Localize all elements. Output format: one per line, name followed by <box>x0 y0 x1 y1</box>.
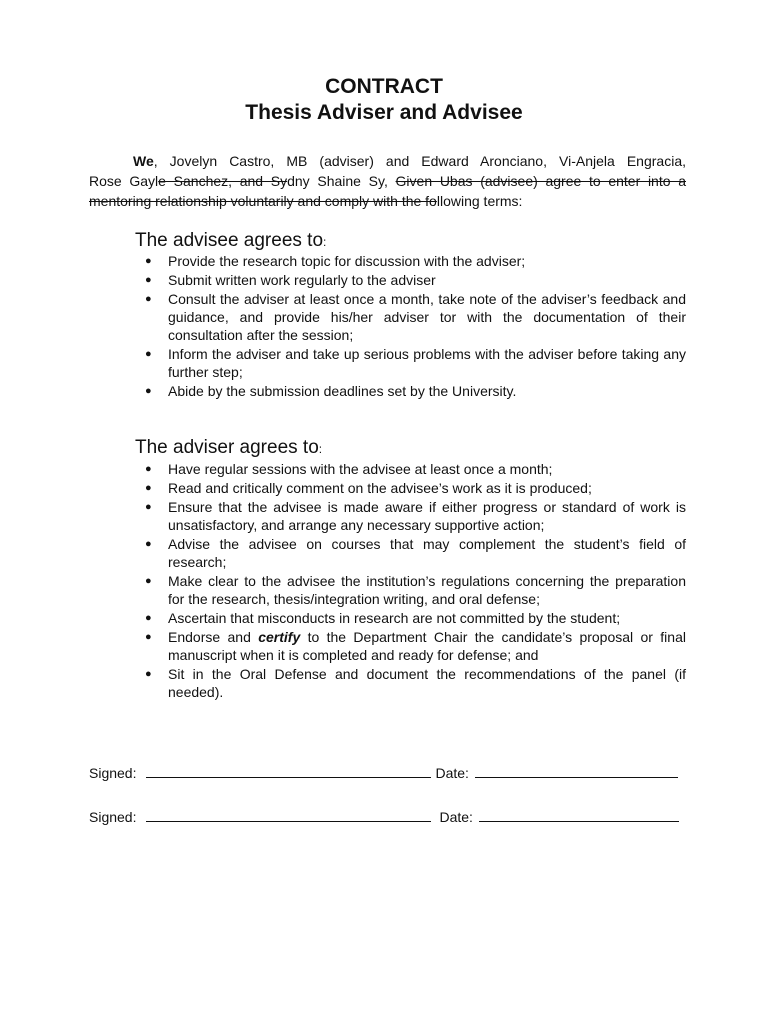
intro-line-2-strike-2: Given Ubas (advisee) agree to enter into a <box>395 173 686 189</box>
list-item: ● Advise the advisee on courses that may complement the student’s field of research; <box>145 536 686 570</box>
intro-line-1-text: , Jovelyn Castro, MB (adviser) and Edward Aronciano, Vi-Anjela Engracia, <box>153 153 686 169</box>
bullet-icon: ● <box>145 293 152 305</box>
date-label: Date: <box>435 765 469 781</box>
list-item: ● Make clear to the advisee the institution’s regulations concerning the preparation for the research, thesis/integration writing, and oral defense; <box>145 573 686 607</box>
intro-line-3 <box>89 191 686 211</box>
bullet-icon: ● <box>145 482 152 494</box>
bullet-icon: ● <box>145 463 152 475</box>
bullet-icon: ● <box>145 575 152 587</box>
signed-label: Signed: <box>89 809 137 825</box>
list-item: ● Have regular sessions with the advisee at least once a month; <box>145 461 553 477</box>
signed-label: Signed: <box>89 765 137 781</box>
intro-line-1 <box>89 151 686 171</box>
adviser-heading-colon: : <box>318 442 323 456</box>
bullet-icon: ● <box>145 538 152 550</box>
list-item: ● Submit written work regularly to the adviser <box>145 272 436 288</box>
bullet-icon: ● <box>145 348 152 360</box>
intro-line-2-b: dny Shaine Sy, <box>287 173 396 189</box>
list-item: ● Endorse and certify to the Department Chair the candidate’s proposal or final manuscript when it is completed and ready for defense; and <box>145 629 686 663</box>
document-title: CONTRACT <box>325 75 443 98</box>
bullet-icon: ● <box>145 631 152 643</box>
intro-we: We <box>133 153 154 169</box>
date-blank[interactable] <box>479 808 679 822</box>
advisee-heading-text: The advisee agrees to <box>135 230 324 251</box>
intro-line-3-strike: mentoring relationship voluntarily and comply with the fo <box>89 193 437 209</box>
advisee-heading <box>135 230 326 253</box>
bullet-icon: ● <box>145 612 152 624</box>
signature-blank[interactable] <box>146 808 431 822</box>
list-item: ● Abide by the submission deadlines set by the University. <box>145 383 517 399</box>
document-subtitle: Thesis Adviser and Advisee <box>245 101 523 124</box>
bullet-icon: ● <box>145 255 152 267</box>
list-item: ● Read and critically comment on the advisee’s work as it is produced; <box>145 480 592 496</box>
date-blank[interactable] <box>475 764 678 778</box>
certify-emphasis: certify <box>258 629 301 645</box>
signature-line-1 <box>89 764 678 782</box>
intro-paragraph <box>89 151 686 211</box>
date-label: Date: <box>439 809 473 825</box>
list-item: ● Ensure that the advisee is made aware if either progress or standard of work is unsatisfactory, and arrange any necessary supportive action; <box>145 499 686 533</box>
signature-blank[interactable] <box>146 764 431 778</box>
bullet-icon: ● <box>145 501 152 513</box>
advisee-list <box>145 252 686 401</box>
adviser-heading <box>135 437 322 460</box>
list-item: ● Inform the adviser and take up serious problems with the adviser before taking any further step; <box>145 346 686 380</box>
list-item: ● Consult the adviser at least once a month, take note of the adviser’s feedback and guidance, and provide his/her adviser tor with the documentation of their consultation after the session; <box>145 291 686 343</box>
bullet-icon: ● <box>145 668 152 680</box>
bullet-icon: ● <box>145 385 152 397</box>
list-item: ● Sit in the Oral Defense and document the recommendations of the panel (if needed). <box>145 666 686 700</box>
advisee-heading-colon: : <box>323 235 327 249</box>
intro-line-2 <box>89 171 686 191</box>
list-item: ● Provide the research topic for discussion with the adviser; <box>145 253 526 269</box>
adviser-list <box>145 460 686 702</box>
intro-line-2-strike-1: e Sanchez, and Sy <box>158 173 288 189</box>
list-item: ● Ascertain that misconducts in research are not committed by the student; <box>145 610 621 626</box>
bullet-icon: ● <box>145 274 152 286</box>
intro-line-3-text: llowing terms: <box>436 193 523 209</box>
intro-line-2-a: Rose Gayl <box>89 173 159 189</box>
adviser-heading-text: The adviser agrees to <box>135 437 319 458</box>
signature-line-2 <box>89 808 679 826</box>
